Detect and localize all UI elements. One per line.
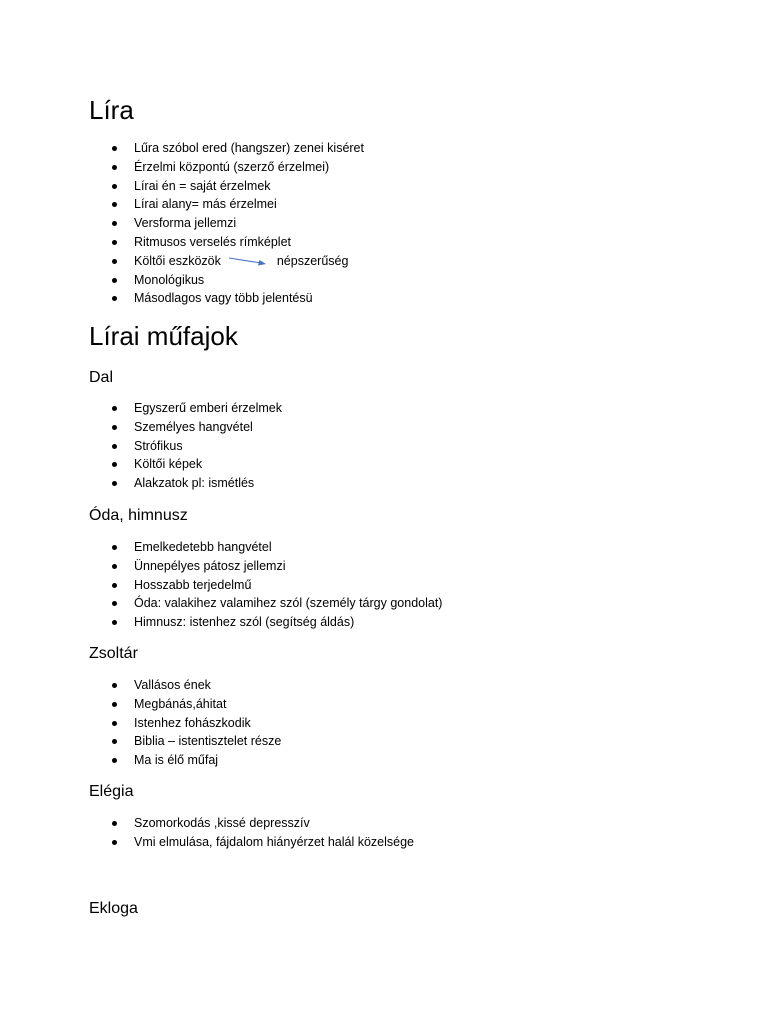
- heading-lira: Líra: [89, 95, 134, 125]
- list-elegia: [89, 814, 689, 852]
- list-oda: [89, 538, 689, 632]
- bullet-icon: [112, 583, 117, 588]
- bullet-icon: [112, 683, 117, 688]
- heading-elegia: Elégia: [89, 783, 134, 800]
- list-item: Egyszerű emberi érzelmek: [89, 399, 689, 418]
- list-item: Ünnepélyes pátosz jellemzi: [89, 557, 689, 576]
- list-item: Versforma jellemzi: [89, 214, 689, 233]
- list-item: Személyes hangvétel: [89, 418, 689, 437]
- list-lira: [89, 139, 689, 308]
- bullet-icon: [112, 240, 117, 245]
- bullet-icon: [112, 702, 117, 707]
- bullet-icon: [112, 758, 117, 763]
- list-item: Óda: valakihez valamihez szól (személy tárgy gondolat): [89, 594, 689, 613]
- bullet-icon: [112, 296, 117, 301]
- bullet-icon: [112, 462, 117, 467]
- bullet-icon: [112, 739, 117, 744]
- list-item: Lírai alany= más érzelmei: [89, 195, 689, 214]
- bullet-icon: [112, 259, 117, 264]
- heading-lirai-mufajok: Lírai műfajok: [89, 321, 238, 351]
- bullet-icon: [112, 165, 117, 170]
- bullet-icon: [112, 184, 117, 189]
- bullet-icon: [112, 406, 117, 411]
- list-zsoltar: [89, 676, 689, 770]
- list-item: Szomorkodás ,kissé depresszív: [89, 814, 689, 833]
- bullet-icon: [112, 221, 117, 226]
- list-item: Biblia – istentisztelet része: [89, 732, 689, 751]
- list-item: Érzelmi központú (szerző érzelmei): [89, 158, 689, 177]
- list-item: Alakzatok pl: ismétlés: [89, 474, 689, 493]
- list-item: Másodlagos vagy több jelentésü: [89, 289, 689, 308]
- list-item: Megbánás,áhitat: [89, 695, 689, 714]
- bullet-icon: [112, 481, 117, 486]
- bullet-icon: [112, 444, 117, 449]
- list-item: Vallásos ének: [89, 676, 689, 695]
- list-item: Vmi elmulása, fájdalom hiányérzet halál közelsége: [89, 833, 689, 852]
- arrow-right-icon: [227, 254, 271, 268]
- list-item: Költői képek: [89, 455, 689, 474]
- list-item: Lűra szóbol ered (hangszer) zenei kiséret: [89, 139, 689, 158]
- list-item: Ritmusos verselés rímképlet: [89, 233, 689, 252]
- heading-dal: Dal: [89, 369, 114, 386]
- list-item: Strófikus: [89, 437, 689, 456]
- list-item: Istenhez fohászkodik: [89, 714, 689, 733]
- bullet-icon: [112, 545, 117, 550]
- bullet-icon: [112, 564, 117, 569]
- list-item: Emelkedetebb hangvétel: [89, 538, 689, 557]
- bullet-icon: [112, 721, 117, 726]
- list-item: Hosszabb terjedelmű: [89, 576, 689, 595]
- bullet-icon: [112, 840, 117, 845]
- bullet-icon: [112, 146, 117, 151]
- bullet-icon: [112, 821, 117, 826]
- bullet-icon: [112, 202, 117, 207]
- list-item: Himnusz: istenhez szól (segítség áldás): [89, 613, 689, 632]
- list-item: Lírai én = saját érzelmek: [89, 177, 689, 196]
- heading-oda-himnusz: Óda, himnusz: [89, 507, 188, 524]
- arrow-target-label: népszerűség: [276, 253, 349, 268]
- list-item: Monológikus: [89, 271, 689, 290]
- bullet-icon: [112, 278, 117, 283]
- bullet-icon: [112, 620, 117, 625]
- list-item: Költői eszközök népszerűség: [89, 252, 689, 271]
- list-item: Ma is élő műfaj: [89, 751, 689, 770]
- heading-zsoltar: Zsoltár: [89, 645, 138, 662]
- bullet-icon: [112, 425, 117, 430]
- bullet-icon: [112, 601, 117, 606]
- list-dal: [89, 399, 689, 493]
- heading-ekloga: Ekloga: [89, 900, 138, 917]
